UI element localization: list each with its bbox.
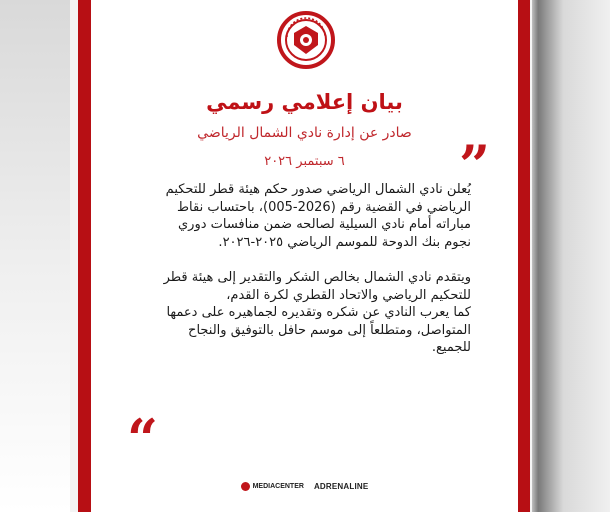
paragraph-ruling: يُعلن نادي الشمال الرياضي صدور حكم هيئة قطر للتحكيم الرياضي في القضية رقم (2026-005)، باحتساب نقاط مباراته أمام نادي السيلية لصالحه ضمن منافسات دوري نجوم بنك الدوحة للموسم الرياضي ٢٠٢٥-٢٠٢٦. bbox=[165, 182, 471, 250]
red-border-right bbox=[518, 0, 530, 512]
statement-date: ٦ سبتمبر ٢٠٢٦ bbox=[264, 154, 345, 169]
statement-body bbox=[149, 181, 471, 357]
statement-subtitle: صادر عن إدارة نادي الشمال الرياضي bbox=[197, 125, 412, 141]
quote-close-icon: “ bbox=[127, 407, 159, 471]
red-border-left bbox=[78, 0, 91, 512]
adrenaline-logo: ADRENALINE bbox=[313, 482, 369, 491]
background-right bbox=[532, 0, 610, 512]
quote-open-icon: ” bbox=[459, 133, 491, 197]
mediacenter-logo bbox=[241, 482, 304, 491]
statement-card bbox=[91, 0, 518, 512]
footer-logos bbox=[91, 482, 518, 491]
background-left bbox=[0, 0, 70, 512]
paragraph-thanks: ويتقدم نادي الشمال بخالص الشكر والتقدير إلى هيئة قطر للتحكيم الرياضي والاتحاد القطري لكرة القدم، bbox=[163, 270, 471, 303]
mediacenter-icon bbox=[241, 482, 250, 491]
statement-title: بيان إعلامي رسمي bbox=[206, 90, 403, 114]
club-crest-logo bbox=[277, 11, 335, 69]
paragraph-fans: كما يعرب النادي عن شكره وتقديره لجماهيره على دعمها المتواصل، ومتطلعاً إلى موسم حافل بالتوفيق والنجاح للجميع. bbox=[166, 305, 471, 355]
mediacenter-label: MEDIACENTER bbox=[252, 483, 304, 490]
